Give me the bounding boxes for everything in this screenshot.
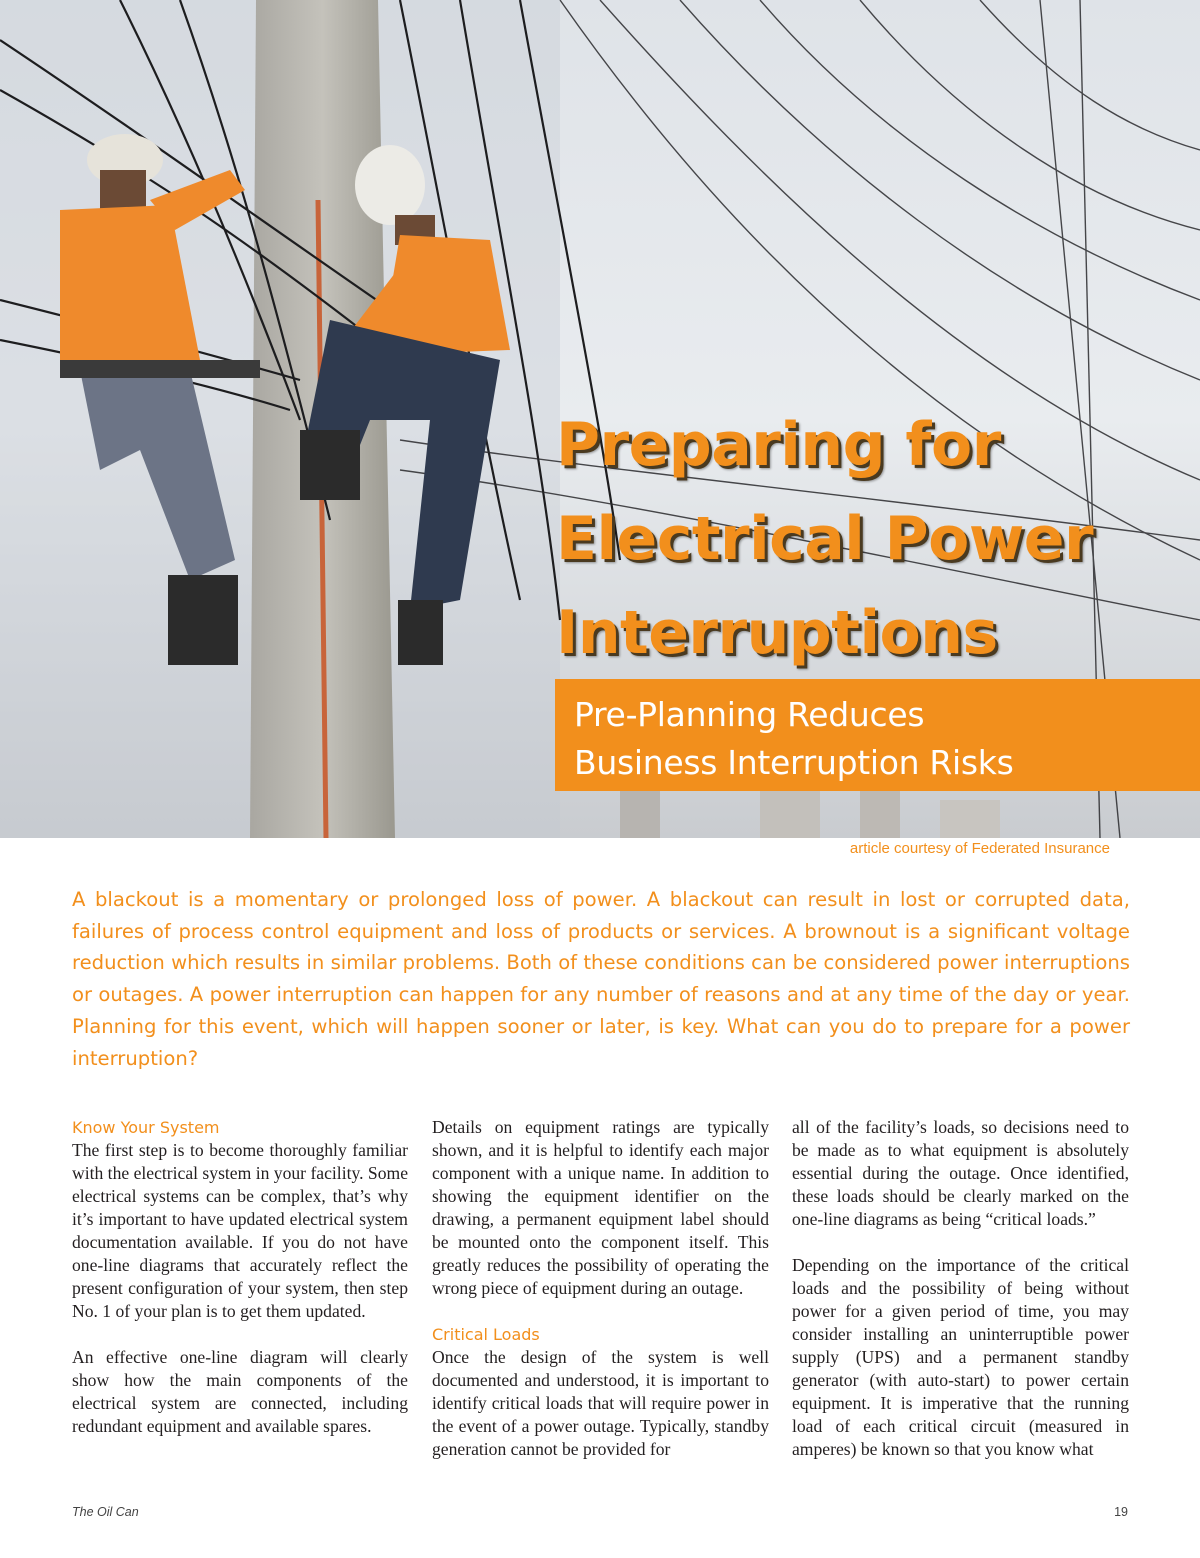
col2-paragraph-1: Details on equipment ratings are typically shown, and it is helpful to identify each major component with a unique name. In addition to showing the equipment identifier on the drawing, a permanent equipment label should be mounted onto the component itself. This greatly reduces the possibility of operating the wrong piece of equipment during an outage.: [432, 1117, 769, 1298]
title-line-1: Preparing for: [556, 410, 1001, 480]
subtitle-line-2: Business Interruption Risks: [574, 743, 1014, 782]
column-2: [432, 1116, 769, 1461]
heading-critical-loads: Critical Loads: [432, 1325, 540, 1344]
col1-paragraph-2: An effective one-line diagram will clearly show how the main components of the electrical system are connected, including redundant equipment and available spares.: [72, 1347, 408, 1436]
subtitle-banner: [555, 679, 1200, 791]
heading-know-your-system: Know Your System: [72, 1118, 220, 1137]
col3-paragraph-1: all of the facility’s loads, so decisions need to be made as to what equipment is absolutely essential during the outage. Once identified, these loads should be clearly marked on the one-line diagrams as being “critical loads.”: [792, 1117, 1129, 1229]
title-line-3: Interruptions: [556, 598, 998, 668]
footer-publication: The Oil Can: [72, 1505, 139, 1519]
col2-paragraph-2: Once the design of the system is well documented and understood, it is important to identify critical loads that will require power in the event of a power outage. Typically, standby generation cannot be provided for: [432, 1347, 769, 1459]
title-line-2: Electrical Power: [556, 504, 1094, 574]
col3-paragraph-2: Depending on the importance of the critical loads and the possibility of being without power for a given period of time, you may consider installing an uninterruptible power supply (UPS) and a permanent standby generator (with auto-start) to power certain equipment. It is imperative that the running load of each critical circuit (measured in amperes) be known so that you know what: [792, 1255, 1129, 1459]
column-3: [792, 1116, 1129, 1461]
article-credit: article courtesy of Federated Insurance: [849, 840, 1110, 857]
article-title: [556, 398, 1196, 680]
footer-page-number: 19: [1114, 1505, 1128, 1519]
col1-paragraph-1: The first step is to become thoroughly familiar with the electrical system in your facility. Some electrical systems can be complex, that’s why it’s important to have updated electrical system documentation available. If you do not have one-line diagrams that accurately reflect the present configuration of your system, then step No. 1 of your plan is to get them updated.: [72, 1140, 408, 1321]
column-1: [72, 1116, 408, 1438]
lead-paragraph: A blackout is a momentary or prolonged loss of power. A blackout can result in lost or corrupted data, failures of process control equipment and loss of products or services. A brownout is a significant voltage reduction which results in similar problems. Both of these conditions can be considered power interruptions or outages. A power interruption can happen for any number of reasons and at any time of the day or year. Planning for this event, which will happen sooner or later, is key. What can you do to prepare for a power interruption?: [72, 888, 1130, 1070]
subtitle-line-1: Pre-Planning Reduces: [574, 695, 925, 734]
